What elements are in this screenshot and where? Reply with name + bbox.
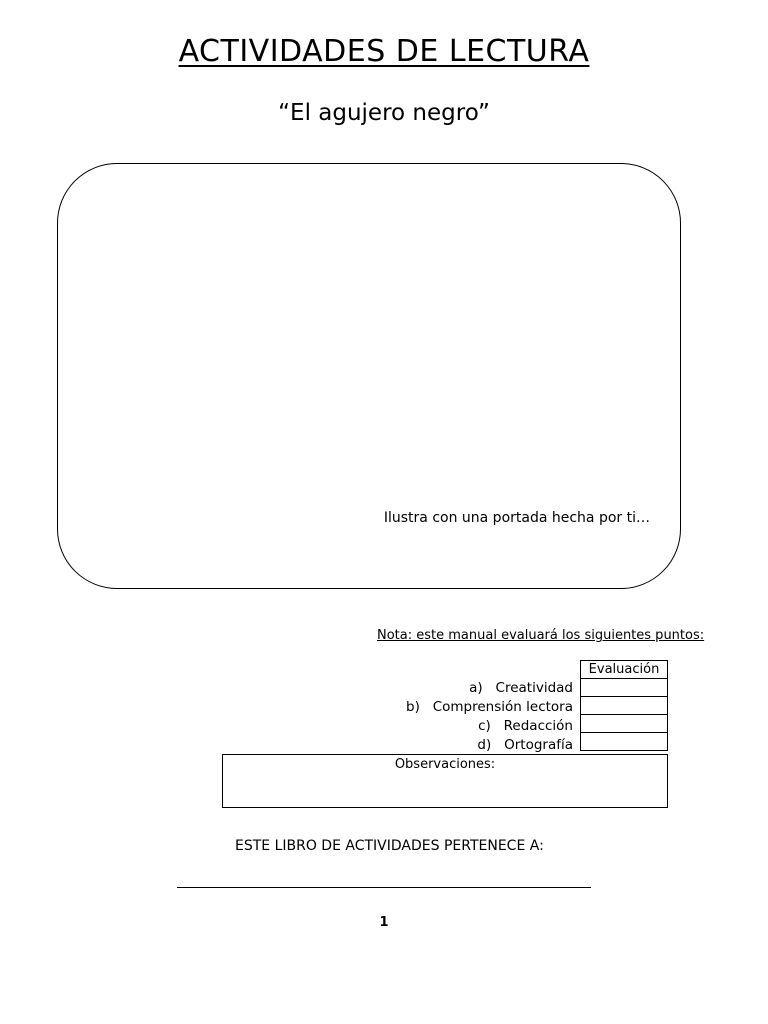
criterion-marker: c) <box>478 718 491 734</box>
criterion-label: Comprensión lectora <box>432 699 573 715</box>
observations-box[interactable] <box>222 754 668 808</box>
evaluation-cell-creatividad[interactable] <box>581 679 668 697</box>
evaluation-cell-ortografia[interactable] <box>581 733 668 751</box>
book-title: “El agujero negro” <box>278 100 490 126</box>
evaluation-header: Evaluación <box>581 661 668 679</box>
observations-label: Observaciones: <box>394 757 496 772</box>
criterion-marker: b) <box>406 699 420 715</box>
evaluation-cell-redaccion[interactable] <box>581 715 668 733</box>
owner-label: ESTE LIBRO DE ACTIVIDADES PERTENECE A: <box>235 838 544 854</box>
owner-name-line[interactable] <box>177 887 591 888</box>
criterion-label: Redacción <box>503 718 573 734</box>
evaluation-cell-comprension[interactable] <box>581 697 668 715</box>
page-title: ACTIVIDADES DE LECTURA <box>178 34 590 69</box>
criterion-item <box>330 679 573 698</box>
cover-drawing-area[interactable] <box>57 163 681 589</box>
criterion-item <box>330 717 573 736</box>
page-number: 1 <box>379 915 389 930</box>
criterion-label: Ortografía <box>504 737 573 753</box>
criteria-list <box>330 679 573 755</box>
criterion-item <box>330 736 573 755</box>
cover-instruction: Ilustra con una portada hecha por ti… <box>383 510 650 526</box>
evaluation-table <box>580 660 668 751</box>
criterion-label: Creatividad <box>495 680 573 696</box>
evaluation-note: Nota: este manual evaluará los siguientes puntos: <box>377 628 705 643</box>
criterion-item <box>330 698 573 717</box>
criterion-marker: d) <box>477 737 492 753</box>
criterion-marker: a) <box>469 680 483 696</box>
